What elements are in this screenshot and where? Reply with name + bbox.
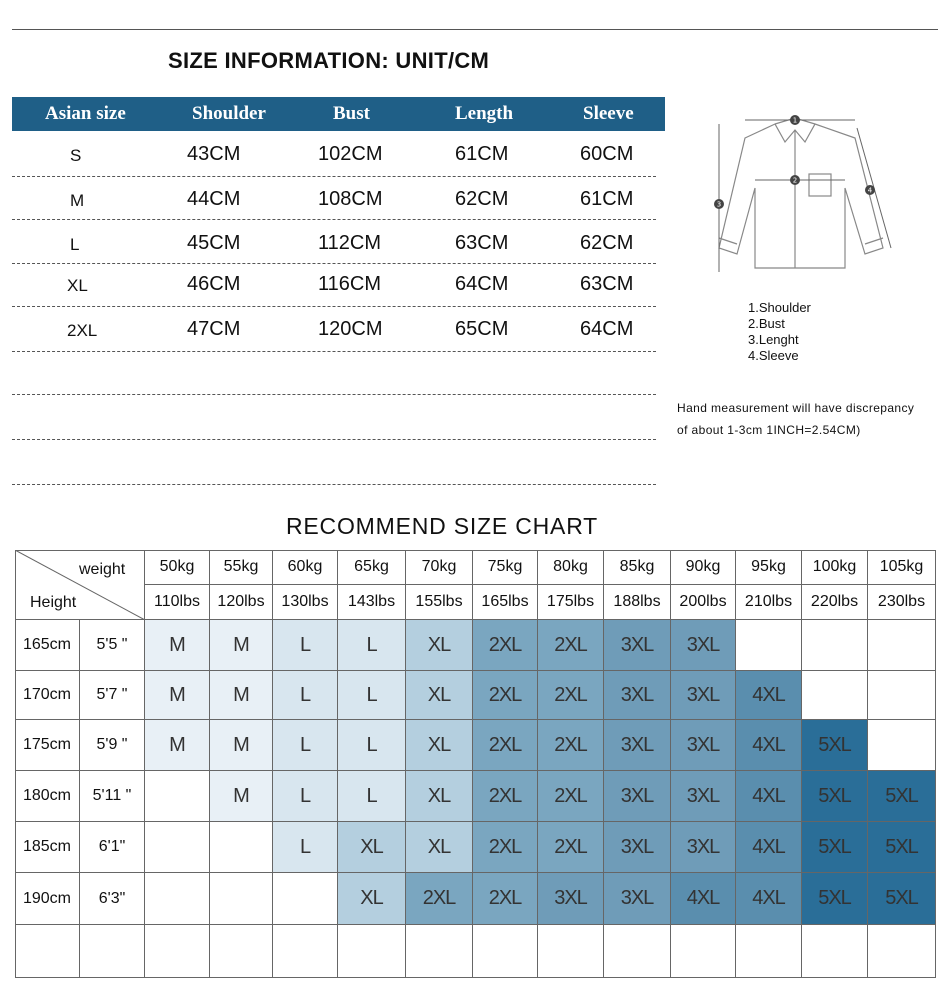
dashed-divider xyxy=(12,484,656,485)
header-asian-size: Asian size xyxy=(45,103,126,124)
marker-1: 1 xyxy=(792,116,798,125)
header-sleeve: Sleeve xyxy=(583,103,634,124)
size-cell xyxy=(210,873,273,925)
size-cell xyxy=(145,822,210,873)
size-cell: L xyxy=(273,771,338,822)
dashed-divider xyxy=(12,176,656,177)
size-measure-cell: 120CM xyxy=(318,318,383,340)
size-cell: L xyxy=(338,671,406,720)
size-measure-cell: 45CM xyxy=(187,232,241,254)
size-cell xyxy=(802,671,868,720)
size-measure-cell: 64CM xyxy=(580,318,634,340)
size-measure-cell: 60CM xyxy=(580,143,634,165)
weight-kg-header: 90kg xyxy=(671,550,736,585)
weight-lbs-header: 120lbs xyxy=(210,585,273,620)
size-cell xyxy=(868,720,936,771)
size-cell: XL xyxy=(406,822,473,873)
dashed-divider xyxy=(12,394,656,395)
legend-sleeve: 4.Sleeve xyxy=(748,348,799,363)
size-cell: M xyxy=(210,720,273,771)
size-measure-cell: 47CM xyxy=(187,318,241,340)
weight-label: weight xyxy=(79,561,126,578)
recommend-title: RECOMMEND SIZE CHART xyxy=(286,513,599,539)
weight-lbs-header: 220lbs xyxy=(802,585,868,620)
height-cm-cell: 190cm xyxy=(15,873,80,925)
size-cell: L xyxy=(338,620,406,671)
marker-2: 2 xyxy=(792,176,798,185)
size-measure-cell: 64CM xyxy=(455,273,509,295)
recommend-size-grid xyxy=(15,550,936,978)
size-cell: 5XL xyxy=(802,822,868,873)
height-cm-cell: 175cm xyxy=(15,720,80,771)
height-ft-cell: 6'1" xyxy=(80,822,145,873)
weight-kg-header: 100kg xyxy=(802,550,868,585)
height-cm-cell: 170cm xyxy=(15,671,80,720)
size-cell: M xyxy=(210,771,273,822)
size-cell: 5XL xyxy=(802,771,868,822)
size-measure-cell: 63CM xyxy=(455,232,509,254)
header-bust: Bust xyxy=(333,103,370,124)
size-cell: 4XL xyxy=(671,873,736,925)
weight-lbs-header: 130lbs xyxy=(273,585,338,620)
size-label: S xyxy=(70,146,82,165)
size-label: 2XL xyxy=(67,321,98,340)
height-ft-cell: 5'7 " xyxy=(80,671,145,720)
empty-cell xyxy=(210,925,273,978)
size-cell: 5XL xyxy=(868,822,936,873)
height-ft-cell: 5'11 " xyxy=(80,771,145,822)
size-cell: 3XL xyxy=(671,720,736,771)
weight-kg-header: 75kg xyxy=(473,550,538,585)
size-measure-cell: 65CM xyxy=(455,318,509,340)
legend-shoulder: 1.Shoulder xyxy=(748,300,811,315)
weight-kg-header: 105kg xyxy=(868,550,936,585)
size-cell: 3XL xyxy=(604,620,671,671)
empty-cell xyxy=(15,925,80,978)
size-cell: XL xyxy=(338,822,406,873)
size-label: XL xyxy=(67,276,88,295)
size-cell xyxy=(868,671,936,720)
size-cell: 3XL xyxy=(671,822,736,873)
empty-cell xyxy=(473,925,538,978)
size-cell: M xyxy=(145,671,210,720)
size-cell: 3XL xyxy=(604,771,671,822)
note-line-1: Hand measurement will have discrepancy xyxy=(677,401,915,415)
size-cell: 3XL xyxy=(604,873,671,925)
legend-length: 3.Lenght xyxy=(748,332,799,347)
size-cell: M xyxy=(210,620,273,671)
size-cell: 3XL xyxy=(604,720,671,771)
size-cell: 2XL xyxy=(473,620,538,671)
header-shoulder: Shoulder xyxy=(192,103,266,124)
size-info-title: SIZE INFORMATION: UNIT/CM xyxy=(168,48,490,73)
size-cell: 4XL xyxy=(736,771,802,822)
height-ft-cell: 5'5 " xyxy=(80,620,145,671)
size-cell: 3XL xyxy=(604,671,671,720)
size-cell: L xyxy=(273,720,338,771)
size-cell: XL xyxy=(338,873,406,925)
empty-cell xyxy=(406,925,473,978)
empty-cell xyxy=(604,925,671,978)
empty-cell xyxy=(802,925,868,978)
size-cell: XL xyxy=(406,771,473,822)
weight-lbs-header: 230lbs xyxy=(868,585,936,620)
size-measure-cell: 112CM xyxy=(318,232,381,254)
empty-cell xyxy=(145,925,210,978)
size-cell xyxy=(273,873,338,925)
size-cell: 3XL xyxy=(671,671,736,720)
size-cell: 2XL xyxy=(538,822,604,873)
size-cell: 4XL xyxy=(736,873,802,925)
weight-kg-header: 95kg xyxy=(736,550,802,585)
empty-cell xyxy=(338,925,406,978)
size-cell: 2XL xyxy=(406,873,473,925)
size-cell: 3XL xyxy=(671,771,736,822)
height-ft-cell: 6'3" xyxy=(80,873,145,925)
size-cell: 2XL xyxy=(473,671,538,720)
size-measure-cell: 46CM xyxy=(187,273,241,295)
size-cell xyxy=(145,771,210,822)
dashed-divider xyxy=(12,263,656,264)
size-measure-cell: 61CM xyxy=(580,188,634,210)
size-cell xyxy=(868,620,936,671)
weight-lbs-header: 155lbs xyxy=(406,585,473,620)
size-cell: 4XL xyxy=(736,720,802,771)
weight-lbs-header: 143lbs xyxy=(338,585,406,620)
size-cell: L xyxy=(273,620,338,671)
grid-corner xyxy=(15,550,145,620)
size-cell: 4XL xyxy=(736,671,802,720)
size-cell xyxy=(145,873,210,925)
size-table-header xyxy=(12,97,665,131)
size-cell: L xyxy=(338,771,406,822)
weight-lbs-header: 175lbs xyxy=(538,585,604,620)
height-ft-cell: 5'9 " xyxy=(80,720,145,771)
diagram-legend xyxy=(748,300,811,364)
marker-4: 4 xyxy=(867,186,873,195)
dashed-divider xyxy=(12,306,656,307)
size-cell: L xyxy=(338,720,406,771)
size-cell: 5XL xyxy=(802,873,868,925)
size-cell: 2XL xyxy=(473,771,538,822)
size-cell: 2XL xyxy=(538,671,604,720)
size-cell xyxy=(736,620,802,671)
header-length: Length xyxy=(455,103,514,124)
size-measure-cell: 116CM xyxy=(318,273,381,295)
size-cell: L xyxy=(273,822,338,873)
size-cell xyxy=(210,822,273,873)
size-cell: 3XL xyxy=(604,822,671,873)
size-cell xyxy=(802,620,868,671)
size-measure-cell: 43CM xyxy=(187,143,241,165)
weight-kg-header: 80kg xyxy=(538,550,604,585)
weight-lbs-header: 110lbs xyxy=(145,585,210,620)
weight-lbs-header: 210lbs xyxy=(736,585,802,620)
top-divider xyxy=(12,29,938,30)
empty-cell xyxy=(868,925,936,978)
size-cell: 5XL xyxy=(868,873,936,925)
height-cm-cell: 180cm xyxy=(15,771,80,822)
size-cell: 2XL xyxy=(538,720,604,771)
measurement-note xyxy=(677,397,914,441)
empty-cell xyxy=(671,925,736,978)
size-cell: 3XL xyxy=(671,620,736,671)
weight-kg-header: 50kg xyxy=(145,550,210,585)
size-cell: 2XL xyxy=(473,822,538,873)
empty-cell xyxy=(538,925,604,978)
weight-lbs-header: 165lbs xyxy=(473,585,538,620)
height-cm-cell: 165cm xyxy=(15,620,80,671)
size-cell: 2XL xyxy=(538,771,604,822)
weight-lbs-header: 200lbs xyxy=(671,585,736,620)
size-cell: 2XL xyxy=(538,620,604,671)
empty-cell xyxy=(273,925,338,978)
dashed-divider xyxy=(12,219,656,220)
marker-3: 3 xyxy=(716,200,722,209)
weight-kg-header: 60kg xyxy=(273,550,338,585)
note-line-2: of about 1-3cm 1INCH=2.54CM) xyxy=(677,423,861,437)
empty-cell xyxy=(736,925,802,978)
size-cell: 2XL xyxy=(473,720,538,771)
size-measure-cell: 102CM xyxy=(318,143,383,165)
size-cell: 2XL xyxy=(473,873,538,925)
height-label: Height xyxy=(30,594,77,611)
size-cell: 4XL xyxy=(736,822,802,873)
weight-kg-header: 55kg xyxy=(210,550,273,585)
size-measure-cell: 108CM xyxy=(318,188,383,210)
weight-kg-header: 70kg xyxy=(406,550,473,585)
weight-kg-header: 85kg xyxy=(604,550,671,585)
legend-bust: 2.Bust xyxy=(748,316,785,331)
dashed-divider xyxy=(12,439,656,440)
size-cell: 3XL xyxy=(538,873,604,925)
size-measure-cell: 44CM xyxy=(187,188,241,210)
height-cm-cell: 185cm xyxy=(15,822,80,873)
size-cell: 5XL xyxy=(868,771,936,822)
size-measure-cell: 61CM xyxy=(455,143,509,165)
size-label: M xyxy=(70,191,85,210)
size-label: L xyxy=(70,235,80,254)
size-cell: XL xyxy=(406,671,473,720)
size-cell: 5XL xyxy=(802,720,868,771)
size-measure-cell: 62CM xyxy=(580,232,634,254)
size-cell: XL xyxy=(406,720,473,771)
weight-lbs-header: 188lbs xyxy=(604,585,671,620)
size-measure-cell: 63CM xyxy=(580,273,634,295)
size-measure-cell: 62CM xyxy=(455,188,509,210)
size-cell: M xyxy=(145,720,210,771)
size-cell: L xyxy=(273,671,338,720)
empty-cell xyxy=(80,925,145,978)
size-cell: M xyxy=(145,620,210,671)
dashed-divider xyxy=(12,351,656,352)
weight-kg-header: 65kg xyxy=(338,550,406,585)
size-cell: M xyxy=(210,671,273,720)
size-cell: XL xyxy=(406,620,473,671)
shirt-measurement-diagram-icon xyxy=(705,108,895,280)
